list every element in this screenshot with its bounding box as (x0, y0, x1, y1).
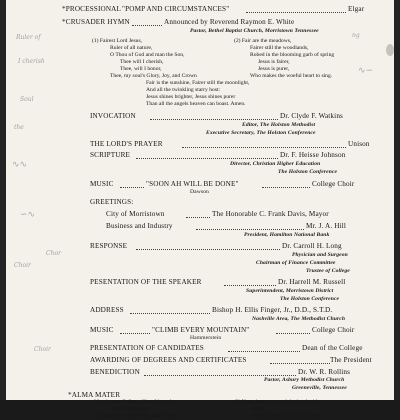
hymn-verse-line: Than all the angels heaven can boast. Amen. (146, 101, 246, 107)
scripture-role: The Holston Conference (278, 169, 338, 175)
music-title: "SOON AH WILL BE DONE" (146, 180, 239, 188)
music-composer: Dawson (190, 189, 209, 195)
alma-mater-line: Alma Mater hail! (110, 406, 149, 412)
invocation-role: Executive Secretary, The Holston Conference (206, 130, 316, 136)
leader-dots (262, 187, 310, 188)
greetings-label: GREETINGS: (90, 198, 134, 206)
benediction-name: Dr. W. R. Rollins (298, 368, 351, 376)
degrees-value: The President (330, 356, 372, 364)
handwriting-scribble-icon: ∽∿ (20, 210, 36, 220)
music-composer: Hammerstein (190, 335, 222, 341)
music-performer: College Choir (312, 180, 355, 188)
processional-label: *PROCESSIONAL (62, 5, 122, 13)
music-title: "CLIMB EVERY MOUNTAIN" (152, 326, 250, 334)
leader-dots (144, 375, 296, 376)
crusader-hymn-announcer-role: Pastor, Bethel Baptist Church, Morristown Tennessee (190, 28, 319, 34)
greetings-city-label: City of Morristown (106, 210, 165, 218)
alma-mater-line: glory (252, 406, 264, 412)
leader-dots (120, 333, 150, 334)
invocation-label: INVOCATION (90, 112, 136, 120)
music-label: MUSIC (90, 326, 114, 334)
hymn-verse-line: (1) Fairest Lord Jesus, (92, 38, 143, 44)
leader-dots (120, 187, 144, 188)
leader-dots (270, 363, 330, 364)
margin-note: Choir (34, 346, 51, 353)
benediction-role: Greeneville, Tennessee (292, 385, 347, 391)
scripture-label: SCRIPTURE (90, 151, 131, 159)
presentation-speaker-role: The Holston Conference (280, 296, 340, 302)
alma-mater-label: *ALMA MATER (68, 391, 121, 399)
hymn-verse-line: Thee will I cherish, (120, 59, 164, 65)
lords-prayer-value: Unison (348, 140, 370, 148)
presentation-speaker-name: Dr. Harrell M. Russell (278, 278, 346, 286)
margin-note: Ruler of (16, 34, 41, 41)
lords-prayer-label: THE LORD'S PRAYER (90, 140, 163, 148)
response-label: RESPONSE (90, 242, 128, 250)
presentation-speaker-role: Superintendent, Morristown District (246, 288, 334, 294)
degrees-label: AWARDING OF DEGREES AND CERTIFICATES (90, 356, 247, 364)
leader-dots (130, 313, 210, 314)
margin-note: Chor (46, 250, 61, 257)
hymn-verse-line: Jesus shines brighter, Jesus shines purer (146, 94, 236, 100)
response-name: Dr. Carroll H. Long (282, 242, 342, 250)
hymn-verse-line: Who makes the woeful heart to sing. (250, 73, 333, 79)
invocation-name: Dr. Clyde F. Watkins (280, 112, 344, 120)
hymn-verse-line: Thee, my soul's Glory, Joy, and Crown (110, 73, 197, 79)
leader-dots (150, 119, 278, 120)
crusader-hymn-label: *CRUSADER HYMN (62, 18, 130, 26)
binding-hole (386, 44, 394, 56)
hymn-verse-line: Robed in the blooming garb of spring (250, 52, 335, 58)
greetings-business-role: President, Hamilton National Bank (244, 232, 330, 238)
leader-dots (246, 12, 346, 13)
processional-composer: Elgar (348, 5, 365, 13)
leader-dots (136, 249, 280, 250)
benediction-role: Pastor, Asbury Methodist Church (264, 377, 345, 383)
hymn-verse-line: O Thou of God and man the Son, (110, 52, 185, 58)
handwriting-scribble-icon: ∿∽ (358, 66, 374, 76)
response-role: Chairman of Finance Committee (256, 260, 336, 266)
leader-dots (182, 147, 346, 148)
program-sheet (6, 0, 394, 419)
leader-dots (136, 158, 278, 159)
margin-note: I cherish (18, 58, 45, 65)
margin-note: Soul (20, 96, 34, 103)
invocation-role: Editor, The Holston Methodist (242, 122, 316, 128)
crusader-hymn-announcer: Announced by Reverend Raymon E. White (164, 18, 295, 26)
response-role: Trustee of College (306, 268, 350, 274)
alma-mater-line: All the great and thrilling story (252, 413, 322, 419)
hymn-verse-line: Fair is the sunshine, Fairer still the moonlight, (146, 80, 250, 86)
scripture-role: Director, Christian Higher Education (230, 161, 321, 167)
hymn-verse-line: Jesus is purer, (258, 66, 290, 72)
leader-dots (224, 285, 276, 286)
greetings-city-name: The Honorable C. Frank Davis, Mayor (212, 210, 329, 218)
greetings-business-name: Mr. J. A. Hill (306, 222, 347, 230)
music-performer: College Choir (312, 326, 355, 334)
margin-note: ng (352, 32, 360, 39)
leader-dots (228, 351, 300, 352)
handwriting-scribble-icon: ∿∿ (12, 160, 28, 170)
greetings-business-label: Business and Industry (106, 222, 173, 230)
candidates-value: Dean of the College (302, 344, 363, 352)
alma-mater-line: (2) Years have crowned thy head with (234, 399, 319, 405)
hymn-verse-line: And all the twinkling starry host: (146, 87, 221, 93)
presentation-speaker-label: PESENTATION OF THE SPEAKER (90, 278, 202, 286)
margin-note: Choir (14, 262, 31, 269)
leader-dots (196, 229, 304, 230)
hymn-verse-line: Fairer still the woodlands, (250, 45, 309, 51)
hymn-verse-line: (2) Fair are the meadows, (234, 38, 292, 44)
margin-note: the (14, 124, 24, 131)
benediction-label: BENEDICTION (90, 368, 140, 376)
alma-mater-line: Morristown College, How I love thee, (94, 399, 180, 405)
scripture-name: Dr. F. Heisse Johnson (280, 151, 346, 159)
hymn-verse-line: Ruler of all nature, (110, 45, 153, 51)
leader-dots (186, 217, 210, 218)
alma-mater-line: Red and black wave high above thee, (94, 413, 178, 419)
response-role: Physician and Surgeon (292, 252, 348, 258)
music-label: MUSIC (90, 180, 114, 188)
processional-title: "POMP AND CIRCUMSTANCES" (122, 5, 230, 13)
leader-dots (132, 25, 162, 26)
address-name: Bishop H. Ellis Finger, Jr., D.D., S.T.D. (212, 306, 333, 314)
hymn-verse-line: Jesus is fairer, (258, 59, 290, 65)
address-role: Nashville Area, The Methodist Church (252, 316, 346, 322)
hymn-verse-line: Thee, will I honor, (120, 66, 162, 72)
candidates-label: PRESENTATION OF CANDIDATES (90, 344, 204, 352)
leader-dots (276, 333, 310, 334)
address-label: ADDRESS (90, 306, 124, 314)
